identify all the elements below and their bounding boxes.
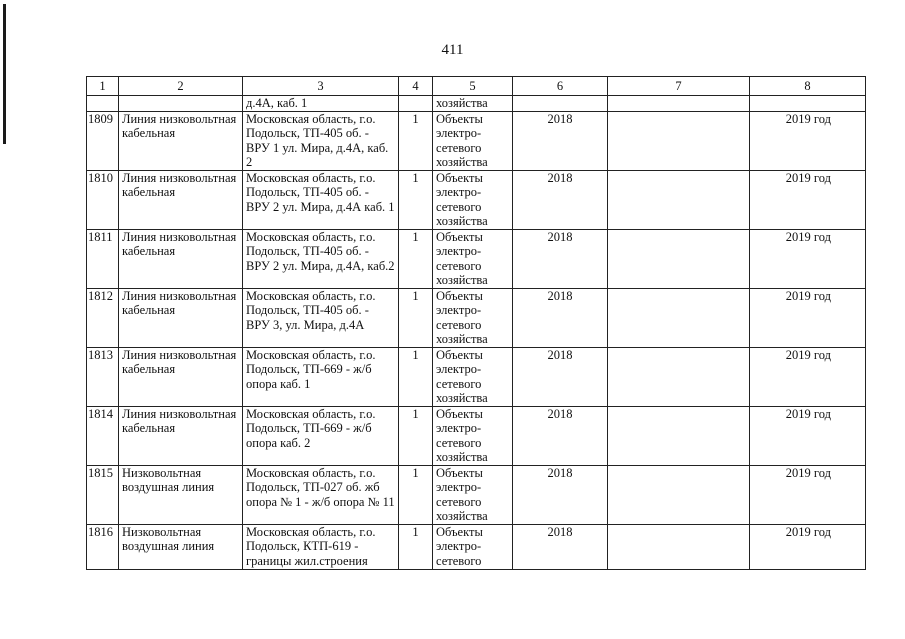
cell-col8: 2019 год <box>750 347 866 406</box>
table-row <box>87 347 866 406</box>
cell-name <box>119 96 243 112</box>
table-row <box>87 406 866 465</box>
cell-category: Объекты электро-сетевого хозяйства <box>433 406 513 465</box>
header-col-1: 1 <box>87 77 119 96</box>
cell-qty <box>399 96 433 112</box>
cell-year: 2018 <box>513 524 608 569</box>
cell-category: Объекты электро-сетевого хозяйства <box>433 288 513 347</box>
header-col-3: 3 <box>243 77 399 96</box>
cell-year: 2018 <box>513 170 608 229</box>
table-row <box>87 229 866 288</box>
cell-address: Московская область, г.о. Подольск, ТП-405 об. - ВРУ 3, ул. Мира, д.4А <box>243 288 399 347</box>
cell-year: 2018 <box>513 347 608 406</box>
cell-name: Линия низковольтная кабельная <box>119 406 243 465</box>
header-col-6: 6 <box>513 77 608 96</box>
cell-num <box>87 96 119 112</box>
table-row <box>87 465 866 524</box>
cell-address: Московская область, г.о. Подольск, ТП-405 об. - ВРУ 2 ул. Мира, д.4А, каб.2 <box>243 229 399 288</box>
table-header-row <box>87 77 866 96</box>
cell-address: д.4А, каб. 1 <box>243 96 399 112</box>
cell-year: 2018 <box>513 406 608 465</box>
cell-col8: 2019 год <box>750 288 866 347</box>
cell-name: Низковольтная воздушная линия <box>119 524 243 569</box>
cell-address: Московская область, г.о. Подольск, ТП-027 об. жб опора № 1 - ж/б опора № 11 <box>243 465 399 524</box>
cell-col8: 2019 год <box>750 406 866 465</box>
cell-category: Объекты электро-сетевого хозяйства <box>433 347 513 406</box>
continuation-row <box>87 96 866 112</box>
cell-num: 1811 <box>87 229 119 288</box>
cell-name: Низковольтная воздушная линия <box>119 465 243 524</box>
table-row <box>87 288 866 347</box>
cell-name: Линия низковольтная кабельная <box>119 347 243 406</box>
header-col-8: 8 <box>750 77 866 96</box>
cell-address: Московская область, г.о. Подольск, ТП-669 - ж/б опора каб. 1 <box>243 347 399 406</box>
page-number: 411 <box>441 42 464 58</box>
cell-qty: 1 <box>399 524 433 569</box>
scan-edge-mark <box>3 4 6 144</box>
table-row <box>87 170 866 229</box>
cell-year: 2018 <box>513 111 608 170</box>
cell-qty: 1 <box>399 406 433 465</box>
cell-num: 1814 <box>87 406 119 465</box>
cell-address: Московская область, г.о. Подольск, ТП-405 об. - ВРУ 2 ул. Мира, д.4А каб. 1 <box>243 170 399 229</box>
cell-qty: 1 <box>399 288 433 347</box>
cell-col7 <box>608 524 750 569</box>
cell-qty: 1 <box>399 229 433 288</box>
cell-col7 <box>608 347 750 406</box>
cell-address: Московская область, г.о. Подольск, КТП-619 - границы жил.строения <box>243 524 399 569</box>
table-row <box>87 524 866 569</box>
cell-name: Линия низковольтная кабельная <box>119 111 243 170</box>
cell-name: Линия низковольтная кабельная <box>119 170 243 229</box>
cell-col8 <box>750 96 866 112</box>
cell-num: 1815 <box>87 465 119 524</box>
cell-num: 1816 <box>87 524 119 569</box>
cell-col7 <box>608 465 750 524</box>
header-col-7: 7 <box>608 77 750 96</box>
cell-num: 1810 <box>87 170 119 229</box>
cell-col8: 2019 год <box>750 229 866 288</box>
cell-col8: 2019 год <box>750 111 866 170</box>
cell-category: Объекты электро-сетевого хозяйства <box>433 170 513 229</box>
cell-col7 <box>608 229 750 288</box>
cell-address: Московская область, г.о. Подольск, ТП-669 - ж/б опора каб. 2 <box>243 406 399 465</box>
cell-category: Объекты электро-сетевого хозяйства <box>433 111 513 170</box>
cell-name: Линия низковольтная кабельная <box>119 288 243 347</box>
cell-year <box>513 96 608 112</box>
cell-qty: 1 <box>399 170 433 229</box>
cell-col8: 2019 год <box>750 524 866 569</box>
cell-col8: 2019 год <box>750 465 866 524</box>
cell-year: 2018 <box>513 288 608 347</box>
cell-name: Линия низковольтная кабельная <box>119 229 243 288</box>
cell-category: Объекты электро-сетевого <box>433 524 513 569</box>
cell-address: Московская область, г.о. Подольск, ТП-405 об. - ВРУ 1 ул. Мира, д.4А, каб. 2 <box>243 111 399 170</box>
cell-category: хозяйства <box>433 96 513 112</box>
cell-qty: 1 <box>399 347 433 406</box>
cell-col7 <box>608 406 750 465</box>
cell-qty: 1 <box>399 465 433 524</box>
cell-col7 <box>608 111 750 170</box>
header-col-5: 5 <box>433 77 513 96</box>
register-table <box>86 76 866 570</box>
cell-col7 <box>608 170 750 229</box>
cell-year: 2018 <box>513 229 608 288</box>
cell-col8: 2019 год <box>750 170 866 229</box>
cell-col7 <box>608 96 750 112</box>
cell-year: 2018 <box>513 465 608 524</box>
cell-col7 <box>608 288 750 347</box>
cell-category: Объекты электро-сетевого хозяйства <box>433 229 513 288</box>
header-col-4: 4 <box>399 77 433 96</box>
cell-qty: 1 <box>399 111 433 170</box>
header-col-2: 2 <box>119 77 243 96</box>
cell-category: Объекты электро-сетевого хозяйства <box>433 465 513 524</box>
cell-num: 1813 <box>87 347 119 406</box>
table-row <box>87 111 866 170</box>
cell-num: 1812 <box>87 288 119 347</box>
cell-num: 1809 <box>87 111 119 170</box>
